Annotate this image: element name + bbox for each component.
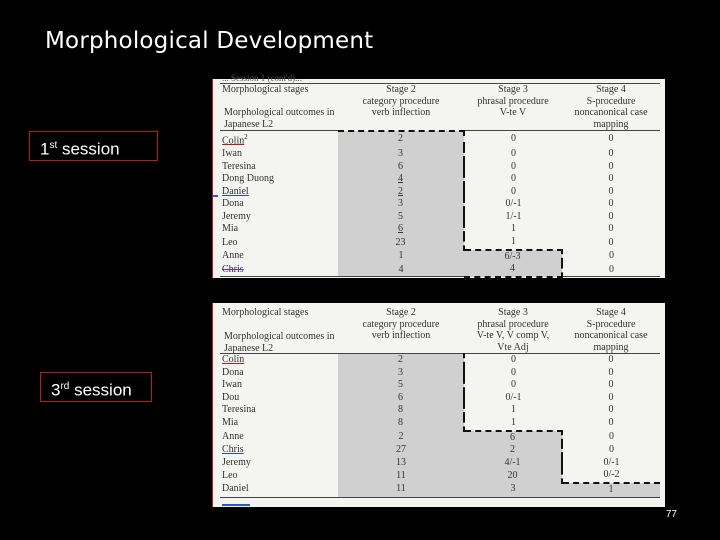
learner-name-text: Chris	[222, 263, 244, 275]
learner-name	[220, 457, 338, 470]
learner-name	[220, 198, 338, 211]
header2-stage2-line2: category procedure	[362, 318, 440, 330]
stage4-value	[562, 211, 660, 224]
header-stage2-line3: verb inflection	[371, 107, 431, 118]
learner-name-text: Daniel	[222, 483, 249, 495]
stage4-value-text: 0/-2	[603, 469, 620, 481]
table-row	[220, 483, 660, 497]
header2-stage4-line1: Stage 4	[596, 307, 626, 318]
stage4-value	[562, 148, 660, 161]
table-row	[220, 131, 660, 148]
learner-name	[220, 367, 338, 380]
header2-stage3-line1: Stage 3	[498, 307, 528, 318]
stage2-value	[338, 457, 464, 470]
stage4-value	[562, 379, 660, 392]
learner-name-text: Jeremy	[222, 456, 251, 468]
learner-name	[220, 354, 338, 367]
stage2-value	[338, 263, 464, 277]
learner-name	[220, 161, 338, 174]
table-row	[220, 211, 660, 224]
table-row	[220, 469, 660, 483]
stage4-value-text: 0	[609, 263, 614, 275]
stage3-value	[464, 198, 562, 211]
header2-stage2-line1: Stage 2	[386, 307, 416, 318]
header-stage4-line1: Stage 4	[596, 84, 626, 95]
header2-stage2-line3: verb inflection	[371, 330, 431, 341]
header2-stage4	[562, 307, 660, 354]
stage4-value-text: 0	[609, 431, 614, 443]
table-row	[220, 444, 660, 457]
stage3-value	[464, 417, 562, 431]
session-1-red-marker	[212, 79, 213, 278]
learner-name	[220, 483, 338, 497]
stage3-value	[464, 392, 562, 405]
learner-name-text: Mia	[222, 223, 239, 235]
stage2-value	[338, 404, 464, 417]
learner-name-text: Anne	[222, 431, 244, 443]
stage4-value-text: 0	[608, 223, 614, 235]
stage3-value-text: 1	[511, 404, 516, 416]
table-row	[220, 161, 660, 174]
learner-name-text: Dona	[222, 366, 244, 378]
table-row	[220, 263, 660, 277]
stage3-value	[464, 211, 562, 224]
learner-name	[220, 223, 338, 236]
table-row	[220, 223, 660, 236]
stage2-value-text: 23	[395, 236, 406, 248]
stage2-value	[338, 131, 464, 148]
stage2-value	[338, 483, 464, 497]
session-3-table-image	[212, 303, 665, 507]
stage4-value	[562, 431, 660, 445]
session-3-number: 3	[51, 380, 61, 400]
stage3-value-text: 1	[511, 223, 516, 235]
stage2-value	[338, 392, 464, 405]
stage4-value	[562, 250, 660, 264]
stage3-value-text: 0	[511, 354, 516, 365]
table-1-clipped-caption: ... Session 1 (cont'd)...	[222, 73, 302, 83]
stage4-value-text: 0	[608, 198, 614, 210]
header-stage4	[562, 84, 660, 131]
stage2-value-text: 2	[398, 185, 403, 197]
header-stage3-line3: V-te V	[499, 107, 527, 118]
header2-stage3-line2: phrasal procedure	[477, 318, 549, 330]
stage2-value-text: 11	[396, 483, 406, 495]
stage4-value	[562, 483, 660, 497]
stage3-value	[464, 161, 562, 174]
header2-stage3-line3: V-te V, V comp V,	[476, 330, 550, 341]
stage3-value	[464, 379, 562, 392]
learner-name	[220, 392, 338, 405]
stage3-value-text: 20	[507, 469, 518, 481]
stage3-value	[464, 367, 562, 380]
stage2-value-text: 5	[398, 210, 403, 222]
learner-name-text: Anne	[222, 250, 244, 262]
stage2-value-text: 13	[396, 456, 406, 468]
session-1-label	[29, 131, 158, 161]
stage2-value	[338, 236, 464, 250]
stage4-value	[562, 131, 660, 148]
stage3-value	[464, 223, 562, 236]
stage3-value	[464, 250, 562, 264]
stage4-value	[562, 392, 660, 405]
session-3-text: session	[69, 380, 132, 400]
session-1-number: 1	[40, 139, 50, 159]
table-row	[220, 148, 660, 161]
stage4-value	[562, 367, 660, 380]
session-3-blue-marker	[222, 504, 250, 506]
stage3-value-text: 4/-1	[504, 456, 521, 468]
stage3-value-text: 6	[510, 431, 515, 443]
stage4-value-text: 1	[608, 483, 614, 495]
stage3-value-text: 0	[511, 185, 516, 197]
stage4-value-text: 0	[608, 404, 614, 416]
header-stage2	[338, 84, 464, 131]
table-row	[220, 186, 660, 199]
table-row	[220, 404, 660, 417]
stage3-value-text: 4	[510, 263, 515, 275]
stage3-value-text: 1	[511, 416, 516, 428]
stage2-value-text: 4	[398, 263, 404, 275]
table-row	[220, 392, 660, 405]
table-row	[220, 379, 660, 392]
stage2-value	[338, 198, 464, 211]
stage3-value	[464, 431, 562, 445]
page-number: 77	[665, 509, 677, 520]
table-row	[220, 367, 660, 380]
table-row	[220, 198, 660, 211]
stage4-value	[562, 457, 660, 470]
table-row	[220, 457, 660, 470]
stage2-value-text: 2	[398, 133, 403, 145]
stage3-value-text: 0	[511, 147, 516, 159]
stage4-value	[562, 198, 660, 211]
stage2-value	[338, 417, 464, 431]
header2-stage4-line3: noncanonical case	[574, 330, 648, 341]
outcomes-label-2: Morphological outcomes in Japanese L2	[224, 331, 335, 354]
stage4-value-text: 0	[608, 354, 614, 365]
session-1-blue-marker	[212, 195, 218, 197]
learner-name	[220, 379, 338, 392]
stage4-value-text: 0	[608, 185, 614, 197]
stage4-value-text: 0	[608, 366, 614, 378]
table-row	[220, 417, 660, 431]
header2-stage4-line2: S-procedure	[586, 318, 636, 330]
stage2-value	[338, 173, 464, 186]
stage4-value-text: 0	[608, 210, 614, 222]
stage3-value-text: 3	[510, 483, 516, 495]
header-stage2-line1: Stage 2	[386, 84, 416, 95]
stage3-value	[464, 263, 562, 277]
session-1-table-image	[212, 73, 665, 278]
learner-name-text: Chris	[222, 444, 244, 456]
learner-name-text: Colin	[222, 135, 245, 147]
stage2-value	[338, 354, 464, 367]
header-stage3	[464, 84, 562, 131]
learner-name-text: Leo	[222, 469, 238, 481]
learner-name-text: Dou	[222, 391, 240, 403]
stage2-value-text: 6	[398, 223, 403, 235]
table-row	[220, 354, 660, 367]
stage2-value-text: 1	[398, 250, 404, 262]
learner-name-text: Daniel	[222, 185, 249, 197]
stage3-value	[464, 444, 562, 457]
stage2-value-text: 3	[398, 366, 403, 378]
stage2-value-text: 2	[398, 354, 403, 365]
stage2-value-text: 6	[398, 160, 403, 172]
stage4-value	[562, 186, 660, 199]
stage2-value-text: 4	[398, 173, 403, 185]
stage3-value	[464, 457, 562, 470]
learner-name-text: Dong Duong	[222, 173, 274, 185]
learner-name	[220, 404, 338, 417]
table-row	[220, 250, 660, 264]
learner-name-text: Teresina	[222, 160, 256, 172]
header-stage4-line2: S-procedure	[586, 95, 636, 107]
stage2-value	[338, 161, 464, 174]
stage2-value	[338, 469, 464, 483]
stage4-value-text: 0	[608, 133, 614, 145]
learner-name-text: Jeremy	[222, 210, 251, 222]
header-stage4-line3: noncanonical case	[574, 107, 648, 118]
stage2-value	[338, 186, 464, 199]
stage2-value	[338, 211, 464, 224]
stage4-value-text: 0	[609, 250, 614, 262]
stage3-value-text: 1	[511, 236, 516, 248]
stage4-value	[562, 223, 660, 236]
header-stage3-line2: phrasal procedure	[477, 95, 549, 107]
header-stage2-line2: category procedure	[362, 95, 440, 107]
learner-name	[220, 236, 338, 250]
table-row	[220, 431, 660, 445]
stage4-value-text: 0	[608, 379, 614, 391]
learner-name-text: Teresina	[222, 404, 256, 416]
header-stages-label: Morphological stages	[222, 84, 309, 95]
stage4-value	[562, 173, 660, 186]
stage2-value-text: 27	[396, 444, 406, 456]
learner-name	[220, 469, 338, 483]
stage4-value	[562, 236, 660, 250]
learner-name-text: Leo	[222, 236, 238, 248]
stage2-value-text: 6	[398, 391, 403, 403]
header-stages-label-2: Morphological stages	[222, 307, 309, 318]
header-stage4-line4: mapping	[593, 118, 629, 130]
stage3-value-text: 0	[511, 173, 516, 185]
stage2-value	[338, 379, 464, 392]
stage3-value	[464, 236, 562, 250]
stage4-value-text: 0	[608, 147, 614, 159]
stage2-value-text: 8	[398, 404, 403, 416]
session-3-ordinal: rd	[60, 381, 70, 392]
stage2-value-text: 2	[398, 431, 404, 443]
stage3-value	[464, 186, 562, 199]
session-1-text: session	[57, 139, 120, 159]
session-3-label	[40, 372, 152, 402]
stage3-value	[464, 404, 562, 417]
stage4-value	[562, 161, 660, 174]
stage3-value-text: 6/-3	[504, 250, 521, 262]
table-row	[220, 236, 660, 250]
stage3-value	[464, 173, 562, 186]
stage4-value	[562, 354, 660, 367]
stage2-value	[338, 250, 464, 264]
stage2-value	[338, 444, 464, 457]
stage2-value	[338, 367, 464, 380]
stage2-value-text: 11	[396, 469, 406, 481]
stage3-value-text: 2	[510, 444, 515, 456]
stage4-value-text: 0	[608, 160, 614, 172]
stage4-value	[562, 444, 660, 457]
outcomes-label-1: Morphological outcomes in Japanese L2	[224, 107, 335, 130]
stage3-value-text: 0	[511, 366, 516, 378]
header2-stage4-line4: mapping	[593, 341, 629, 353]
stage4-value	[562, 469, 660, 483]
learner-name-text: Iwan	[222, 379, 242, 391]
learner-name	[220, 417, 338, 431]
session-3-red-marker	[212, 303, 213, 507]
session-1-ordinal: st	[49, 140, 58, 151]
stage2-value-text: 5	[398, 379, 403, 391]
stage4-value-text: 0	[608, 391, 614, 403]
learner-name	[220, 211, 338, 224]
stage3-value-text: 1/-1	[505, 210, 522, 222]
learner-name	[220, 148, 338, 161]
footnote-mark: 2	[244, 133, 248, 141]
learner-name	[220, 131, 338, 148]
stage2-value	[338, 431, 464, 445]
stage3-value-text: 0/-1	[505, 391, 522, 403]
learner-name-text: Dona	[222, 198, 244, 210]
slide-title: Morphological Development	[45, 28, 374, 54]
learner-name	[220, 263, 338, 277]
stage4-value-text: 0/-1	[603, 456, 620, 468]
stage2-value-text: 3	[398, 198, 403, 210]
learner-name-text: Mia	[222, 417, 239, 429]
header-stage3-line1: Stage 3	[498, 84, 528, 95]
stage3-value-text: 0	[511, 133, 516, 145]
stage3-value	[464, 148, 562, 161]
learner-name	[220, 186, 338, 199]
stage3-value-text: 0	[511, 379, 516, 391]
learner-name	[220, 444, 338, 457]
stage3-value	[464, 469, 562, 483]
stage4-value	[562, 263, 660, 277]
learner-name	[220, 431, 338, 445]
learner-name	[220, 250, 338, 264]
stage2-value	[338, 223, 464, 236]
stage3-value-text: 0	[511, 160, 516, 172]
stage2-value-text: 3	[398, 147, 403, 159]
learner-name-text: Iwan	[222, 147, 242, 159]
stage2-value-text: 8	[398, 417, 403, 429]
stage4-value-text: 0	[609, 444, 614, 456]
stage3-value	[464, 131, 562, 148]
learner-name-text: Colin	[222, 354, 245, 365]
stage4-value	[562, 417, 660, 431]
table-row	[220, 173, 660, 186]
stage4-value-text: 0	[608, 417, 614, 429]
stage3-value	[464, 483, 562, 497]
stage2-value	[338, 148, 464, 161]
stage4-value	[562, 404, 660, 417]
header2-stage3-line4: Vte Adj	[497, 341, 529, 353]
learner-name	[220, 173, 338, 186]
stage3-value	[464, 354, 562, 367]
header2-stage2	[338, 307, 464, 354]
stage4-value-text: 0	[608, 236, 614, 248]
stage3-value-text: 0/-1	[505, 198, 522, 210]
header2-stage3	[464, 307, 562, 354]
stage4-value-text: 0	[608, 173, 614, 185]
